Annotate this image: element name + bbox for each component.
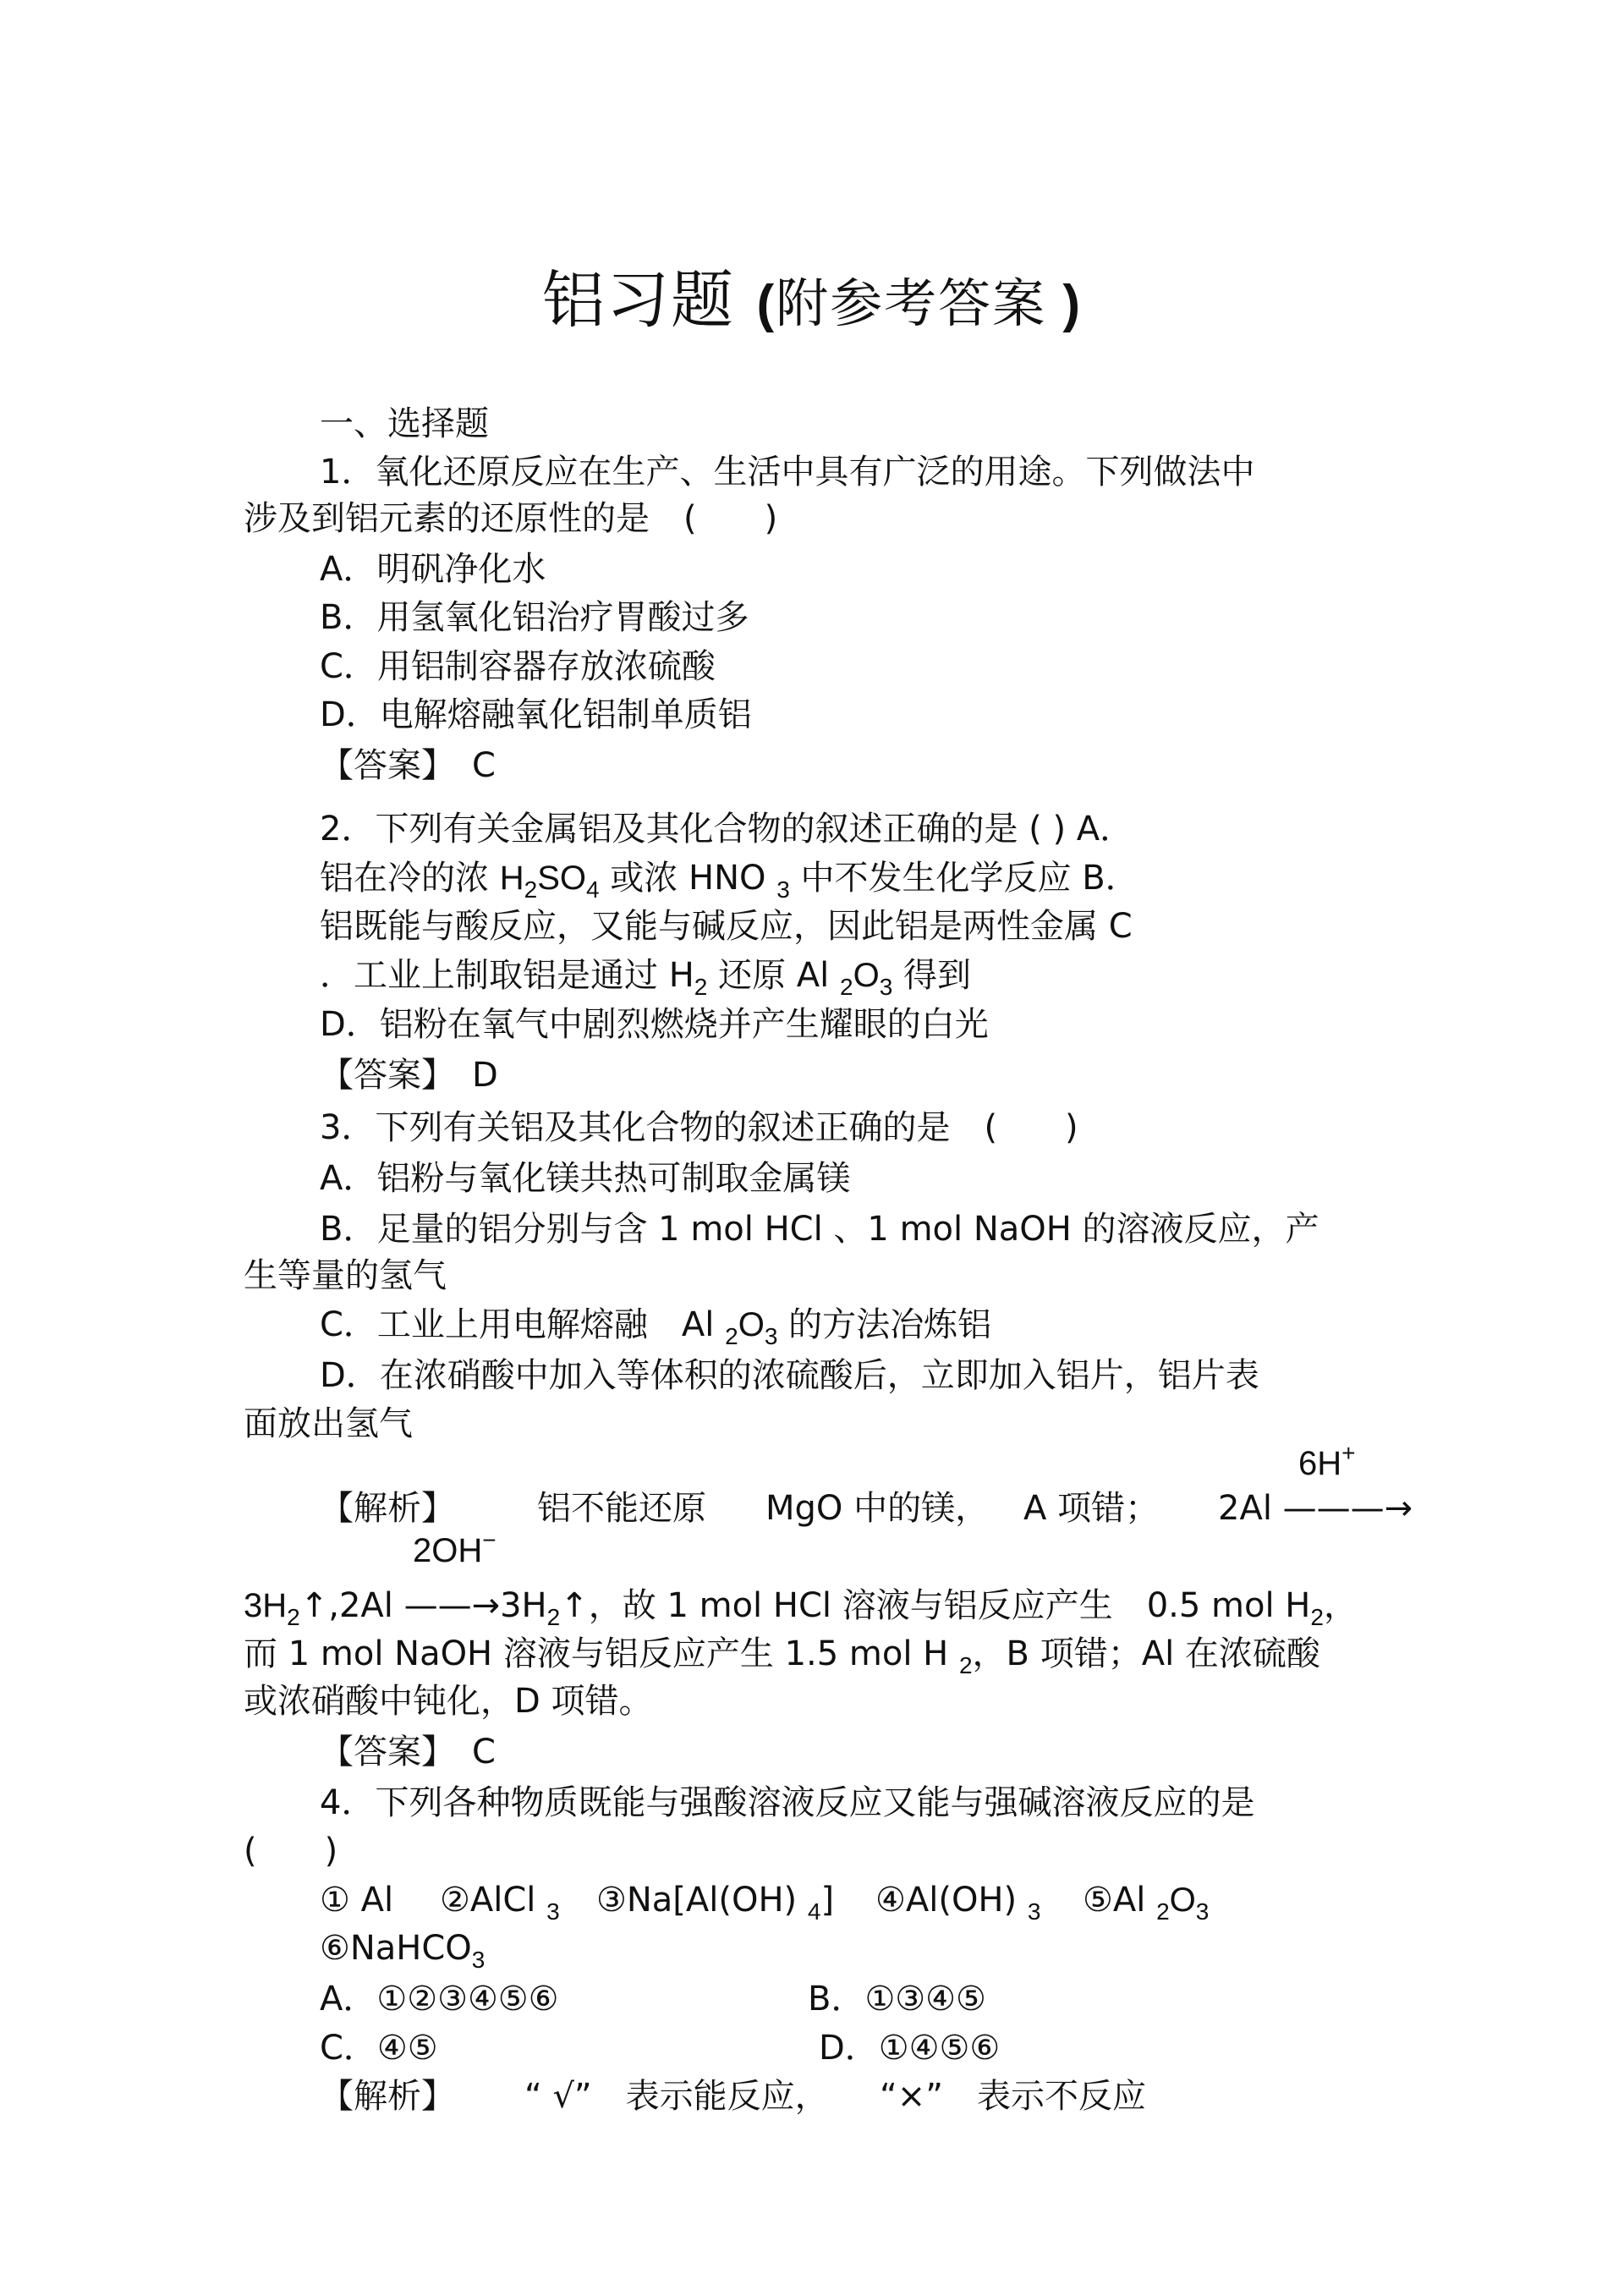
q3-option-d-line1: D．在浓硝酸中加入等体积的浓硫酸后，立即加入铝片，铝片表 xyxy=(320,1356,1259,1395)
title-note: (附参考答案 ) xyxy=(756,272,1083,334)
q4-analysis-text-2: “×” 表示不反应 xyxy=(880,2077,1146,2116)
q3-analysis-line2: $3H_2↑,2Al$ $——\to 3H_2↑$，故 1 mol HCl 溶液与铝反应产生 0.5 mol $H_2$， xyxy=(244,1586,1358,1630)
q1-stem-line2: 涉及到铝元素的还原性的是 ( ) xyxy=(244,499,778,538)
q3-analysis-text-3: A 项错； xyxy=(1023,1489,1160,1528)
q1-option-c: C．用铝制容器存放浓硫酸 xyxy=(320,647,716,686)
q1-option-d: D．电解熔融氧化铝制单质铝 xyxy=(320,695,752,734)
q4-stem-paren: ( ) xyxy=(244,1832,338,1870)
q4-analysis-text-1: “ √” 表示能反应， xyxy=(524,2077,829,2116)
q3-analysis-equation: 2Al ———→ xyxy=(1218,1489,1413,1528)
q3-analysis-line4: 或浓硝酸中钝化，D 项错。 xyxy=(244,1682,653,1721)
q3-analysis-label: 【解析】 xyxy=(320,1489,455,1528)
q3-analysis-line3: 而 1 mol NaOH 溶液与铝反应产生 1.5 mol H $_2$，B 项错；Al 在浓硫酸 xyxy=(244,1634,1320,1678)
q3-below-arrow: 2OH− xyxy=(413,1527,497,1569)
q3-above-arrow: 6H+ xyxy=(1298,1440,1356,1482)
q3-option-b-line2: 生等量的氢气 xyxy=(244,1256,447,1295)
q4-option-b: B．①③④⑤ xyxy=(808,1980,986,2019)
q1-option-a: A．明矾净化水 xyxy=(320,550,546,589)
q3-stem: 3．下列有关铝及其化合物的叙述正确的是 ( ) xyxy=(320,1108,1078,1147)
q2-option-d: D．铝粉在氧气中剧烈燃烧并产生耀眼的白光 xyxy=(320,1005,989,1044)
q1-stem-line1: 1．氧化还原反应在生产、生活中具有广泛的用途。下列做法中 xyxy=(320,453,1255,492)
page-title xyxy=(0,254,1624,351)
q4-analysis-label: 【解析】 xyxy=(320,2077,455,2116)
q4-substance-6: ⑥NaHCO$_3$ xyxy=(320,1929,486,1973)
q4-option-a: A．①②③④⑤⑥ xyxy=(320,1980,559,2019)
q4-substance-5: ⑤Al $_2O_3$ xyxy=(1083,1881,1210,1925)
q1-answer: 【答案】 C xyxy=(320,746,496,785)
q3-analysis-text-2: MgO 中的镁， xyxy=(765,1489,990,1528)
q4-stem: 4．下列各种物质既能与强酸溶液反应又能与强碱溶液反应的是 xyxy=(320,1783,1255,1822)
q4-substance-4: ④Al(OH) $_3$ xyxy=(875,1881,1041,1925)
title-main: 铝习题 xyxy=(541,264,735,337)
q3-analysis-text-1: 铝不能还原 xyxy=(537,1489,706,1528)
q3-option-c: C．工业上用电解熔融 Al $_2O_3$ 的方法冶炼铝 xyxy=(320,1305,992,1349)
q4-substance-3: ③Na[Al(OH) $_4$] xyxy=(596,1881,835,1925)
q2-option-a: 铝在冷的浓 $H_2SO_4$ 或浓 HNO $_3$ 中不发生化学反应 B． xyxy=(320,859,1139,903)
q2-option-b: 铝既能与酸反应，又能与碱反应，因此铝是两性金属 C xyxy=(320,907,1133,946)
q2-answer: 【答案】 D xyxy=(320,1056,498,1095)
q4-option-d: D．①④⑤⑥ xyxy=(819,2029,1001,2068)
q4-substance-1: ① Al xyxy=(320,1881,394,1920)
q2-stem: 2．下列有关金属铝及其化合物的叙述正确的是 ( ) A． xyxy=(320,810,1134,849)
section-heading: 一、选择题 xyxy=(320,404,489,443)
q3-option-d-line2: 面放出氢气 xyxy=(244,1404,413,1443)
q2-option-c: ．工业上制取铝是通过 $H_2$ 还原 Al $_2O_3$ 得到 xyxy=(320,956,971,1000)
q3-option-a: A．铝粉与氧化镁共热可制取金属镁 xyxy=(320,1159,851,1198)
q1-option-b: B．用氢氧化铝治疗胃酸过多 xyxy=(320,598,749,637)
q3-option-b-line1: B．足量的铝分别与含 1 mol HCl 、1 mol NaOH 的溶液反应，产 xyxy=(320,1210,1320,1249)
q4-option-c: C．④⑤ xyxy=(320,2029,438,2068)
q3-answer: 【答案】 C xyxy=(320,1733,496,1771)
q4-substance-2: ②AlCl $_3$ xyxy=(440,1881,560,1925)
